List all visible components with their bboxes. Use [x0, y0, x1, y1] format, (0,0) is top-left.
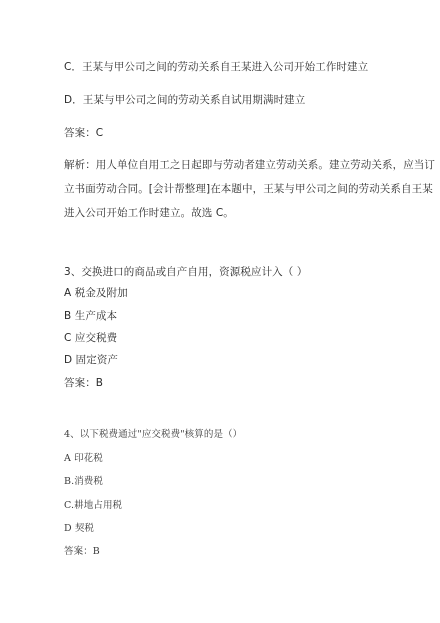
q3-option-a: A 税金及附加 [64, 287, 128, 299]
q4-option-a: A 印花税 [64, 453, 103, 464]
q4-question: 4、以下税费通过"应交税费"核算的是（） [64, 429, 243, 440]
q2-answer: 答案：C [64, 127, 104, 139]
q3-answer: 答案：B [64, 377, 104, 389]
q2-analysis-line-1: 解析：用人单位自用工之日起即与劳动者建立劳动关系。建立劳动关系，应当订 [64, 159, 435, 171]
q2-analysis-line-3: 进入公司开始工作时建立。故选 C。 [64, 207, 234, 219]
q4-option-d: D 契税 [64, 523, 95, 534]
q3-option-b: B 生产成本 [64, 310, 118, 322]
q4-option-c: C.耕地占用税 [64, 500, 123, 511]
q2-analysis-line-2: 立书面劳动合同。[会计帮整理]在本题中，王某与甲公司之间的劳动关系自王某 [64, 183, 433, 195]
q4-answer: 答案：B [64, 546, 100, 557]
q2-option-c: C．王某与甲公司之间的劳动关系自王某进入公司开始工作时建立 [64, 61, 369, 73]
q3-option-c: C 应交税费 [64, 332, 118, 344]
q3-option-d: D 固定资产 [64, 354, 119, 366]
q2-option-d: D．王某与甲公司之间的劳动关系自试用期满时建立 [64, 94, 306, 106]
q3-question: 3、交换进口的商品或自产自用，资源税应计入（ ） [64, 266, 308, 278]
q4-option-b: B.消费税 [64, 476, 104, 487]
